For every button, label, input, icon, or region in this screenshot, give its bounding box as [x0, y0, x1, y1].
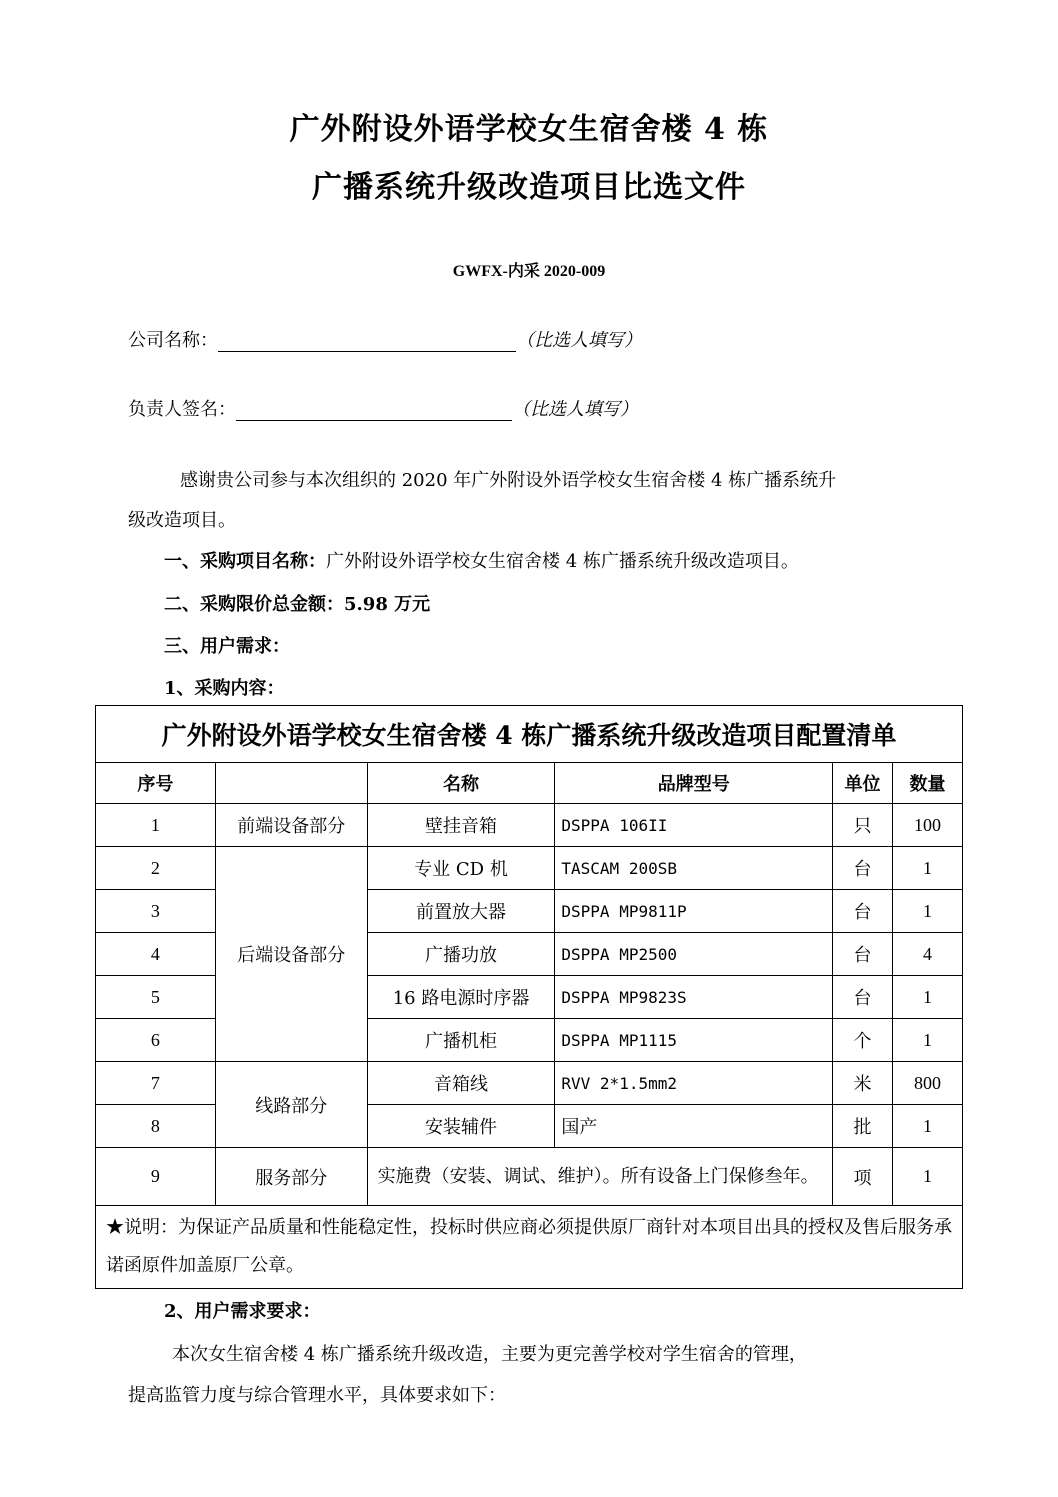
signature-label: 负责人签名： [128, 399, 236, 420]
requirements-line1: 本次女生宿舍楼 4 栋广播系统升级改造，主要为更完善学校对学生宿舍的管理， [172, 1344, 807, 1365]
table-note: ★说明：为保证产品质量和性能稳定性，投标时供应商必须提供原厂商针对本项目出具的授权及售后服务承诺函原件加盖原厂公章。 [96, 1206, 963, 1289]
row-no: 7 [96, 1062, 216, 1105]
table-row [96, 1062, 963, 1105]
signature-field [128, 395, 638, 421]
table-row [96, 804, 963, 847]
table-row [96, 847, 963, 890]
row-name: 壁挂音箱 [367, 804, 555, 847]
row-no: 6 [96, 1019, 216, 1062]
row-model: DSPPA MP2500 [555, 933, 833, 976]
row-name: 广播机柜 [367, 1019, 555, 1062]
row-group: 前端设备部分 [215, 804, 367, 847]
header-name: 名称 [367, 763, 555, 804]
row-group: 服务部分 [215, 1148, 367, 1206]
row-name: 专业 CD 机 [367, 847, 555, 890]
header-group [215, 763, 367, 804]
row-no: 1 [96, 804, 216, 847]
doc-title-line2: 广播系统升级改造项目比选文件 [312, 170, 746, 205]
company-name-blank [218, 333, 516, 352]
row-model: DSPPA MP9811P [555, 890, 833, 933]
row-group: 线路部分 [215, 1062, 367, 1148]
section-project-name-label: 一、采购项目名称： [164, 551, 326, 572]
header-unit: 单位 [833, 763, 893, 804]
section-requirements-text: 2、用户需求要求： [164, 1301, 321, 1322]
table-row [96, 1148, 963, 1206]
row-model: 国产 [555, 1105, 833, 1148]
row-model: DSPPA MP9823S [555, 976, 833, 1019]
intro-line2: 级改造项目。 [128, 510, 236, 531]
row-qty: 1 [893, 890, 963, 933]
section-requirements [164, 1297, 321, 1323]
row-qty: 1 [893, 976, 963, 1019]
row-qty: 1 [893, 1019, 963, 1062]
company-name-hint: （比选人填写） [516, 330, 642, 351]
row-model: RVV 2*1.5mm2 [555, 1062, 833, 1105]
row-unit: 项 [833, 1148, 893, 1206]
section-project-name [164, 547, 799, 573]
section-purchase-content [164, 674, 285, 700]
row-unit: 批 [833, 1105, 893, 1148]
row-name: 广播功放 [367, 933, 555, 976]
config-table [95, 705, 963, 1289]
company-name-label: 公司名称： [128, 330, 218, 351]
row-no: 4 [96, 933, 216, 976]
row-qty: 1 [893, 847, 963, 890]
row-name: 实施费（安装、调试、维护）。所有设备上门保修叁年。 [367, 1148, 832, 1206]
row-unit: 只 [833, 804, 893, 847]
intro-line1: 感谢贵公司参与本次组织的 2020 年广外附设外语学校女生宿舍楼 4 栋广播系统升 [180, 470, 837, 491]
signature-hint: （比选人填写） [512, 399, 638, 420]
company-name-field [128, 326, 642, 352]
section-price-limit-text: 二、采购限价总金额：5.98 万元 [164, 594, 431, 615]
row-unit: 个 [833, 1019, 893, 1062]
header-model: 品牌型号 [555, 763, 833, 804]
row-unit: 台 [833, 976, 893, 1019]
row-group: 后端设备部分 [215, 847, 367, 1062]
row-unit: 台 [833, 890, 893, 933]
requirements-line2: 提高监管力度与综合管理水平，具体要求如下： [128, 1385, 506, 1406]
row-no: 8 [96, 1105, 216, 1148]
row-no: 3 [96, 890, 216, 933]
table-caption: 广外附设外语学校女生宿舍楼 4 栋广播系统升级改造项目配置清单 [96, 706, 963, 763]
row-model: DSPPA 106II [555, 804, 833, 847]
row-qty: 1 [893, 1148, 963, 1206]
doc-title-line1: 广外附设外语学校女生宿舍楼 4 栋 [289, 112, 769, 147]
row-qty: 100 [893, 804, 963, 847]
row-qty: 1 [893, 1105, 963, 1148]
row-qty: 800 [893, 1062, 963, 1105]
row-unit: 台 [833, 933, 893, 976]
section-project-name-text: 广外附设外语学校女生宿舍楼 4 栋广播系统升级改造项目。 [326, 551, 799, 572]
row-model: TASCAM 200SB [555, 847, 833, 890]
row-unit: 台 [833, 847, 893, 890]
row-name: 音箱线 [367, 1062, 555, 1105]
header-no: 序号 [96, 763, 216, 804]
signature-blank [236, 402, 512, 421]
doc-number: GWFX-内采 2020-009 [452, 263, 606, 280]
row-no: 5 [96, 976, 216, 1019]
row-name: 前置放大器 [367, 890, 555, 933]
row-qty: 4 [893, 933, 963, 976]
row-no: 2 [96, 847, 216, 890]
row-no: 9 [96, 1148, 216, 1206]
header-qty: 数量 [893, 763, 963, 804]
section-purchase-content-text: 1、采购内容： [164, 678, 285, 699]
section-price-limit [164, 590, 430, 616]
section-user-needs-text: 三、用户需求： [164, 636, 290, 657]
row-name: 安装辅件 [367, 1105, 555, 1148]
row-unit: 米 [833, 1062, 893, 1105]
row-model: DSPPA MP1115 [555, 1019, 833, 1062]
row-name: 16 路电源时序器 [367, 976, 555, 1019]
section-user-needs [164, 632, 290, 658]
